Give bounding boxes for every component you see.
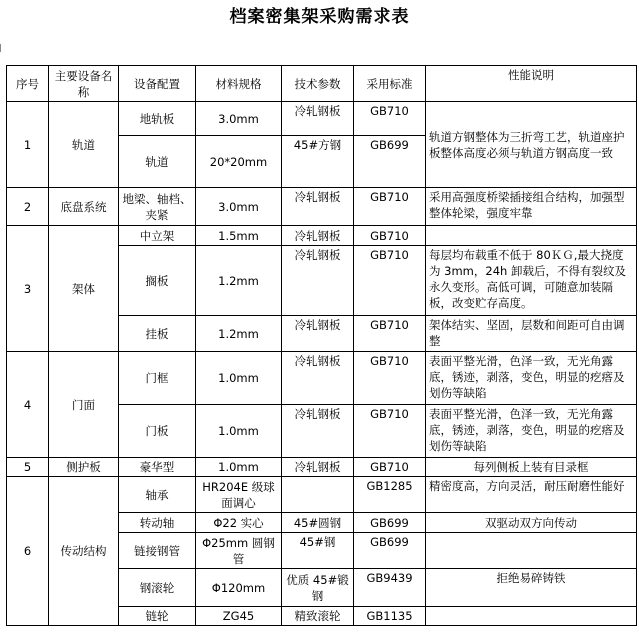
row-param [282, 477, 354, 513]
table-row [7, 226, 637, 246]
row-desc: 表面平整光滑，色泽一致，无光角露底，锈迹，剥落，变色，明显的疙瘩及划伤等缺陷 [426, 405, 637, 458]
row-no: 1 [7, 102, 49, 188]
row-std: GB1135 [354, 607, 426, 626]
row-config: 轨道 [119, 136, 196, 188]
row-config: 门框 [119, 352, 196, 405]
row-std: GB710 [354, 226, 426, 246]
row-param: 45#方钢 [282, 136, 354, 188]
row-config: 链轮 [119, 607, 196, 626]
row-std: GB699 [354, 136, 426, 188]
row-desc: 每层均布载重不低于 80ＫＧ,最大挠度为 3mm，24h 卸载后，不得有裂纹及永久变形。高低可调，可随意加装隔板，改变贮存高度。 [426, 246, 637, 316]
row-spec: Φ120mm [196, 569, 282, 607]
row-spec: 1.5mm [196, 226, 282, 246]
row-std: GB710 [354, 188, 426, 226]
row-std: GB9439 [354, 569, 426, 607]
table-row [7, 477, 637, 513]
row-equipment-name: 门面 [49, 352, 119, 458]
table-row [7, 188, 637, 226]
page-edge-marker [0, 44, 4, 52]
row-desc [426, 533, 637, 569]
row-desc: 轨道方钢整体为三折弯工艺，轨道座护板整体高度必须与轨道方钢高度一致 [426, 102, 637, 188]
row-std: GB710 [354, 352, 426, 405]
row-desc: 表面平整光滑，色泽一致，无光角露底，锈迹，剥落，变色，明显的疙瘩及划伤等缺陷 [426, 352, 637, 405]
row-param: 冷轧钢板 [282, 246, 354, 316]
table-row [7, 458, 637, 477]
header-desc: 性能说明 [426, 66, 637, 102]
row-desc [426, 226, 637, 246]
row-std: GB710 [354, 246, 426, 316]
row-param: 优质 45#锻钢 [282, 569, 354, 607]
row-config: 链接钢管 [119, 533, 196, 569]
row-std: GB699 [354, 513, 426, 533]
row-spec: 3.0mm [196, 188, 282, 226]
row-desc [426, 607, 637, 626]
row-std: GB699 [354, 533, 426, 569]
row-param: 冷轧钢板 [282, 405, 354, 458]
row-no: 2 [7, 188, 49, 226]
row-desc: 双驱动双方向传动 [426, 513, 637, 533]
row-desc: 每列侧板上装有目录框 [426, 458, 637, 477]
row-spec: 1.2mm [196, 246, 282, 316]
row-config: 中立架 [119, 226, 196, 246]
row-config: 搁板 [119, 246, 196, 316]
row-desc: 采用高强度桥梁插接组合结构，加强型整体轮梁，强度牢靠 [426, 188, 637, 226]
row-std: GB1285 [354, 477, 426, 513]
row-config: 地轨板 [119, 102, 196, 136]
header-spec: 材料规格 [196, 66, 282, 102]
row-spec: Φ22 实心 [196, 513, 282, 533]
row-no: 3 [7, 226, 49, 352]
row-param: 冷轧钢板 [282, 458, 354, 477]
row-no: 6 [7, 477, 49, 626]
row-equipment-name: 传动结构 [49, 477, 119, 626]
row-spec: 1.0mm [196, 405, 282, 458]
row-no: 5 [7, 458, 49, 477]
row-param: 冷轧钢板 [282, 316, 354, 352]
row-config: 挂板 [119, 316, 196, 352]
header-row [7, 66, 637, 102]
row-desc: 架体结实、坚固，层数和间距可自由调整 [426, 316, 637, 352]
row-param: 45#钢 [282, 533, 354, 569]
row-param: 精致滚轮 [282, 607, 354, 626]
row-param: 冷轧钢板 [282, 352, 354, 405]
row-param: 冷轧钢板 [282, 188, 354, 226]
row-equipment-name: 底盘系统 [49, 188, 119, 226]
row-spec: HR204E 级球面调心 [196, 477, 282, 513]
row-std: GB710 [354, 405, 426, 458]
row-spec: 1.2mm [196, 316, 282, 352]
row-param: 冷轧钢板 [282, 102, 354, 136]
row-equipment-name: 轨道 [49, 102, 119, 188]
row-spec: Φ25mm 圆钢管 [196, 533, 282, 569]
row-spec: 1.0mm [196, 458, 282, 477]
row-config: 轴承 [119, 477, 196, 513]
procurement-table [6, 65, 637, 626]
row-param: 45#圆钢 [282, 513, 354, 533]
row-config: 门板 [119, 405, 196, 458]
header-config: 设备配置 [119, 66, 196, 102]
table-row [7, 102, 637, 136]
row-config: 转动轴 [119, 513, 196, 533]
row-desc: 拒绝易碎铸铁 [426, 569, 637, 607]
header-std: 采用标准 [354, 66, 426, 102]
document-title: 档案密集架采购需求表 [229, 7, 410, 27]
row-std: GB710 [354, 316, 426, 352]
row-config: 钢滚轮 [119, 569, 196, 607]
table-row [7, 352, 637, 405]
row-config: 地梁、轴档、夹紧 [119, 188, 196, 226]
row-spec: 3.0mm [196, 102, 282, 136]
row-spec: 1.0mm [196, 352, 282, 405]
row-equipment-name: 侧护板 [49, 458, 119, 477]
header-name: 主要设备名称 [49, 66, 119, 102]
row-spec: 20*20mm [196, 136, 282, 188]
header-no: 序号 [7, 66, 49, 102]
row-equipment-name: 架体 [49, 226, 119, 352]
row-param: 冷轧钢板 [282, 226, 354, 246]
header-param: 技术参数 [282, 66, 354, 102]
row-std: GB710 [354, 102, 426, 136]
row-config: 豪华型 [119, 458, 196, 477]
row-no: 4 [7, 352, 49, 458]
row-desc: 精密度高，方向灵活，耐压耐磨性能好 [426, 477, 637, 513]
row-spec: ZG45 [196, 607, 282, 626]
row-std: GB710 [354, 458, 426, 477]
